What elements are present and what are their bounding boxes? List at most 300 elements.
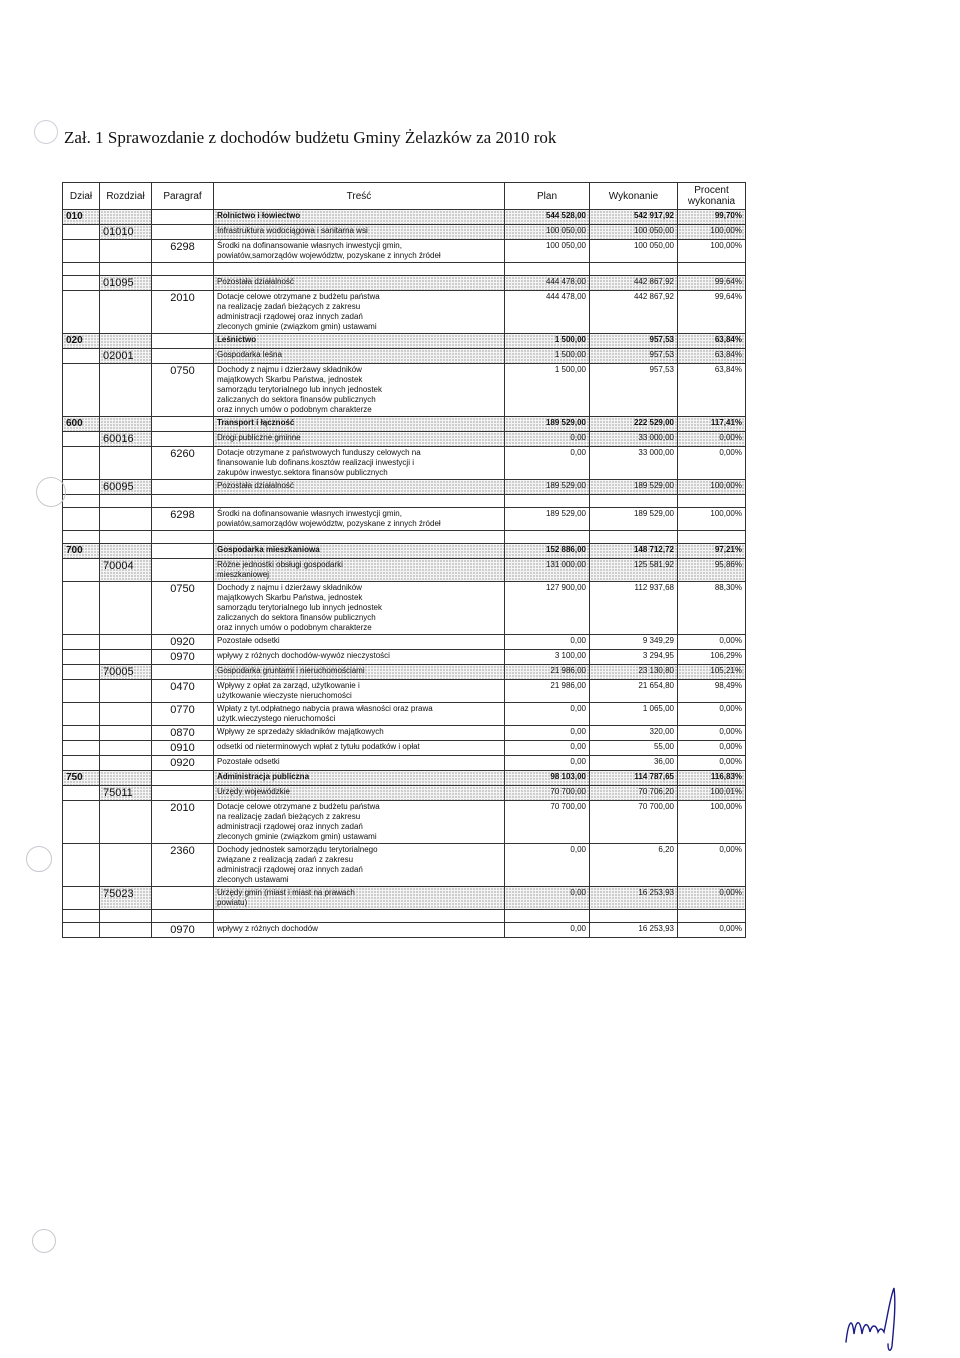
header-dzial: Dział — [63, 183, 100, 210]
paragraf-row — [63, 650, 746, 665]
tresc-line: majątkowych Skarbu Państwa, jednostek — [217, 593, 363, 602]
cell-plan: 444 478,00 — [505, 276, 590, 291]
tresc-line: Dotacje celowe otrzymane z budżetu państwa — [217, 802, 380, 811]
cell-rozdzial: 02001 — [100, 349, 152, 364]
cell-paragraf — [152, 559, 214, 582]
cell-wykonanie: 33 000,00 — [590, 447, 678, 480]
cell-dzial: 020 — [63, 334, 100, 349]
spacer-cell — [590, 910, 678, 923]
cell-procent: 98,49% — [678, 680, 746, 703]
cell-paragraf — [152, 225, 214, 240]
cell-wykonanie: 16 253,93 — [590, 887, 678, 910]
cell-paragraf: 0970 — [152, 650, 214, 665]
spacer-cell — [214, 495, 505, 508]
tresc-line: odsetki od nieterminowych wpłat z tytułu podatków i opłat — [217, 742, 420, 751]
cell-paragraf — [152, 786, 214, 801]
tresc-line: Pozostałe odsetki — [217, 636, 280, 645]
cell-plan: 21 986,00 — [505, 680, 590, 703]
cell-procent: 100,00% — [678, 508, 746, 531]
cell-paragraf: 6298 — [152, 508, 214, 531]
cell-tresc — [214, 582, 505, 635]
cell-paragraf: 0920 — [152, 635, 214, 650]
cell-wykonanie: 1 065,00 — [590, 703, 678, 726]
tresc-line: administracji rządowej oraz innych zadań — [217, 312, 363, 321]
spacer-cell — [152, 531, 214, 544]
cell-paragraf — [152, 887, 214, 910]
cell-dzial — [63, 635, 100, 650]
cell-plan: 0,00 — [505, 703, 590, 726]
tresc-line: Pozostałe odsetki — [217, 757, 280, 766]
cell-paragraf: 0920 — [152, 756, 214, 771]
cell-rozdzial — [100, 801, 152, 844]
tresc-line: Infrastruktura wodociągowa i sanitarna wsi — [217, 226, 368, 235]
spacer-cell — [505, 263, 590, 276]
cell-plan: 0,00 — [505, 741, 590, 756]
spacer-cell — [63, 531, 100, 544]
tresc-line: zleconych gminie (związkom gmin) ustawami — [217, 832, 377, 841]
cell-plan: 1 500,00 — [505, 364, 590, 417]
cell-wykonanie: 125 581,92 — [590, 559, 678, 582]
tresc-line: Gospodarka leśna — [217, 350, 282, 359]
cell-dzial: 600 — [63, 417, 100, 432]
cell-dzial — [63, 349, 100, 364]
cell-rozdzial — [100, 334, 152, 349]
dzial-row — [63, 210, 746, 225]
cell-dzial — [63, 364, 100, 417]
cell-plan: 131 000,00 — [505, 559, 590, 582]
cell-paragraf — [152, 544, 214, 559]
header-plan: Plan — [505, 183, 590, 210]
cell-wykonanie: 100 050,00 — [590, 225, 678, 240]
header-paragraf: Paragraf — [152, 183, 214, 210]
spacer-cell — [678, 531, 746, 544]
tresc-line: Dochody z najmu i dzierżawy składników — [217, 365, 362, 374]
cell-tresc — [214, 225, 505, 240]
cell-procent: 0,00% — [678, 635, 746, 650]
cell-dzial — [63, 291, 100, 334]
tresc-line: Różne jednostki obsługi gospodarki — [217, 560, 343, 569]
paragraf-row — [63, 291, 746, 334]
spacer-cell — [152, 495, 214, 508]
cell-rozdzial — [100, 703, 152, 726]
cell-paragraf: 0970 — [152, 923, 214, 938]
cell-tresc — [214, 417, 505, 432]
cell-dzial — [63, 559, 100, 582]
cell-paragraf: 0750 — [152, 582, 214, 635]
cell-paragraf: 2010 — [152, 801, 214, 844]
spacer-cell — [63, 263, 100, 276]
cell-plan: 0,00 — [505, 923, 590, 938]
rozdzial-row — [63, 225, 746, 240]
tresc-line: administracji rządowej oraz innych zadań — [217, 822, 363, 831]
cell-tresc — [214, 291, 505, 334]
rozdzial-row — [63, 432, 746, 447]
cell-dzial — [63, 923, 100, 938]
cell-procent: 116,83% — [678, 771, 746, 786]
cell-wykonanie: 189 529,00 — [590, 508, 678, 531]
cell-procent: 100,00% — [678, 480, 746, 495]
spacer-cell — [590, 263, 678, 276]
rozdzial-row — [63, 349, 746, 364]
spacer-cell — [152, 910, 214, 923]
cell-wykonanie: 3 294,95 — [590, 650, 678, 665]
cell-rozdzial — [100, 726, 152, 741]
cell-plan: 3 100,00 — [505, 650, 590, 665]
tresc-line: oraz innych umów o podobnym charakterze — [217, 405, 372, 414]
cell-wykonanie: 114 787,65 — [590, 771, 678, 786]
cell-dzial — [63, 844, 100, 887]
cell-paragraf — [152, 349, 214, 364]
spacer-cell — [505, 531, 590, 544]
cell-procent: 100,01% — [678, 786, 746, 801]
cell-wykonanie: 33 000,00 — [590, 432, 678, 447]
cell-rozdzial — [100, 364, 152, 417]
cell-rozdzial — [100, 635, 152, 650]
cell-tresc — [214, 635, 505, 650]
cell-tresc — [214, 650, 505, 665]
cell-procent: 0,00% — [678, 726, 746, 741]
cell-plan: 0,00 — [505, 635, 590, 650]
cell-dzial — [63, 703, 100, 726]
income-report-table — [62, 182, 746, 938]
cell-plan: 189 529,00 — [505, 508, 590, 531]
tresc-line: związane z realizacją zadań z zakresu — [217, 855, 354, 864]
tresc-line: Urzędy wojewódzkie — [217, 787, 290, 796]
tresc-line: Administracja publiczna — [217, 772, 310, 781]
cell-rozdzial — [100, 650, 152, 665]
spacer-cell — [63, 910, 100, 923]
cell-plan: 0,00 — [505, 447, 590, 480]
spacer-row — [63, 263, 746, 276]
tresc-line: Gospodarka gruntami i nieruchomościami — [217, 666, 365, 675]
cell-rozdzial — [100, 417, 152, 432]
cell-procent: 95,86% — [678, 559, 746, 582]
cell-tresc — [214, 786, 505, 801]
tresc-line: Środki na dofinansowanie własnych inwestycji gmin, — [217, 241, 402, 250]
spacer-cell — [505, 495, 590, 508]
cell-dzial — [63, 887, 100, 910]
spacer-cell — [63, 495, 100, 508]
tresc-line: użytk.wieczystego nieruchomości — [217, 714, 336, 723]
cell-rozdzial — [100, 771, 152, 786]
tresc-line: Dochody z najmu i dzierżawy składników — [217, 583, 362, 592]
cell-wykonanie: 957,53 — [590, 334, 678, 349]
cell-plan: 189 529,00 — [505, 417, 590, 432]
cell-tresc — [214, 680, 505, 703]
cell-dzial — [63, 801, 100, 844]
paragraf-row — [63, 240, 746, 263]
cell-tresc — [214, 480, 505, 495]
cell-dzial — [63, 786, 100, 801]
cell-dzial — [63, 276, 100, 291]
cell-tresc — [214, 447, 505, 480]
cell-procent: 88,30% — [678, 582, 746, 635]
cell-plan: 70 700,00 — [505, 786, 590, 801]
tresc-line: Wpłaty z tyt.odpłatnego nabycia prawa własności oraz prawa — [217, 704, 433, 713]
cell-paragraf: 2010 — [152, 291, 214, 334]
cell-procent: 0,00% — [678, 887, 746, 910]
cell-wykonanie: 70 706,20 — [590, 786, 678, 801]
cell-rozdzial — [100, 508, 152, 531]
cell-rozdzial: 75023 — [100, 887, 152, 910]
tresc-line: na realizację zadań bieżących z zakresu — [217, 302, 361, 311]
paragraf-row — [63, 635, 746, 650]
title-margin-mark — [34, 120, 58, 144]
tresc-line: Pozostała działalność — [217, 277, 294, 286]
cell-plan: 152 886,00 — [505, 544, 590, 559]
cell-rozdzial — [100, 582, 152, 635]
paragraf-row — [63, 703, 746, 726]
cell-dzial — [63, 447, 100, 480]
cell-procent: 105,21% — [678, 665, 746, 680]
spacer-cell — [678, 910, 746, 923]
cell-paragraf: 2360 — [152, 844, 214, 887]
cell-rozdzial: 70004 — [100, 559, 152, 582]
spacer-cell — [152, 263, 214, 276]
cell-procent: 63,84% — [678, 364, 746, 417]
tresc-line: Transport i łączność — [217, 418, 295, 427]
cell-wykonanie: 9 349,29 — [590, 635, 678, 650]
cell-paragraf: 0470 — [152, 680, 214, 703]
tresc-line: powiatów,samorządów województw, pozyskane z innych źródeł — [217, 251, 441, 260]
cell-paragraf — [152, 771, 214, 786]
spacer-cell — [214, 531, 505, 544]
tresc-line: powiatów,samorządów województw, pozyskane z innych źródeł — [217, 519, 441, 528]
cell-wykonanie: 100 050,00 — [590, 240, 678, 263]
cell-procent: 0,00% — [678, 844, 746, 887]
cell-plan: 0,00 — [505, 887, 590, 910]
cell-rozdzial: 01095 — [100, 276, 152, 291]
cell-tresc — [214, 349, 505, 364]
spacer-cell — [678, 495, 746, 508]
cell-plan: 100 050,00 — [505, 225, 590, 240]
cell-procent: 63,84% — [678, 349, 746, 364]
cell-paragraf — [152, 417, 214, 432]
cell-tresc — [214, 544, 505, 559]
tresc-line: Gospodarka mieszkaniowa — [217, 545, 320, 554]
cell-rozdzial: 60095 — [100, 480, 152, 495]
cell-tresc — [214, 887, 505, 910]
header-procent: Procent wykonania — [678, 183, 746, 210]
cell-procent: 0,00% — [678, 432, 746, 447]
cell-dzial — [63, 240, 100, 263]
dzial-row — [63, 771, 746, 786]
cell-rozdzial — [100, 680, 152, 703]
table-body — [63, 210, 746, 938]
punch-hole — [26, 846, 52, 872]
cell-wykonanie: 957,53 — [590, 364, 678, 417]
cell-plan: 189 529,00 — [505, 480, 590, 495]
cell-rozdzial — [100, 544, 152, 559]
cell-rozdzial: 70005 — [100, 665, 152, 680]
header-wykonanie: Wykonanie — [590, 183, 678, 210]
cell-tresc — [214, 210, 505, 225]
tresc-line: zaliczanych do sektora finansów publicznych — [217, 395, 376, 404]
dzial-row — [63, 544, 746, 559]
cell-wykonanie: 55,00 — [590, 741, 678, 756]
cell-tresc — [214, 771, 505, 786]
cell-rozdzial: 75011 — [100, 786, 152, 801]
paragraf-row — [63, 726, 746, 741]
tresc-line: Drogi publiczne gminne — [217, 433, 301, 442]
cell-tresc — [214, 726, 505, 741]
tresc-line: wpływy z różnych dochodów — [217, 924, 318, 933]
cell-wykonanie: 16 253,93 — [590, 923, 678, 938]
cell-procent: 99,70% — [678, 210, 746, 225]
cell-procent: 0,00% — [678, 756, 746, 771]
paragraf-row — [63, 801, 746, 844]
spacer-cell — [100, 495, 152, 508]
cell-wykonanie: 189 529,00 — [590, 480, 678, 495]
paragraf-row — [63, 364, 746, 417]
spacer-cell — [590, 495, 678, 508]
cell-rozdzial — [100, 447, 152, 480]
tresc-line: Dotacje celowe otrzymane z budżetu państwa — [217, 292, 380, 301]
tresc-line: zakupów inwestyc.sektora finansów publicznych — [217, 468, 388, 477]
rozdzial-row — [63, 559, 746, 582]
cell-wykonanie: 21 654,80 — [590, 680, 678, 703]
tresc-line: powiatu) — [217, 898, 248, 907]
tresc-line: na realizację zadań bieżących z zakresu — [217, 812, 361, 821]
cell-paragraf: 0870 — [152, 726, 214, 741]
cell-procent: 99,64% — [678, 291, 746, 334]
tresc-line: Dochody jednostek samorządu terytorialnego — [217, 845, 378, 854]
cell-wykonanie: 148 712,72 — [590, 544, 678, 559]
cell-procent: 63,84% — [678, 334, 746, 349]
paragraf-row — [63, 447, 746, 480]
tresc-line: Wpływy ze sprzedaży składników majątkowych — [217, 727, 384, 736]
spacer-cell — [590, 531, 678, 544]
cell-procent: 0,00% — [678, 741, 746, 756]
rozdzial-row — [63, 786, 746, 801]
cell-procent: 100,00% — [678, 801, 746, 844]
page-title: Zał. 1 Sprawozdanie z dochodów budżetu Gminy Żelazków za 2010 rok — [64, 128, 557, 147]
cell-wykonanie: 70 700,00 — [590, 801, 678, 844]
spacer-row — [63, 531, 746, 544]
cell-paragraf — [152, 665, 214, 680]
cell-plan: 0,00 — [505, 726, 590, 741]
cell-tresc — [214, 432, 505, 447]
cell-wykonanie: 6,20 — [590, 844, 678, 887]
tresc-line: zaliczanych do sektora finansów publicznych — [217, 613, 376, 622]
cell-paragraf — [152, 480, 214, 495]
cell-wykonanie: 222 529,00 — [590, 417, 678, 432]
cell-plan: 100 050,00 — [505, 240, 590, 263]
rozdzial-row — [63, 276, 746, 291]
cell-rozdzial — [100, 210, 152, 225]
tresc-line: wpływy z różnych dochodów-wywóz nieczystości — [217, 651, 390, 660]
signature-image — [838, 1284, 908, 1354]
paragraf-row — [63, 923, 746, 938]
cell-paragraf: 0750 — [152, 364, 214, 417]
cell-rozdzial — [100, 756, 152, 771]
spacer-row — [63, 910, 746, 923]
cell-wykonanie: 23 130,80 — [590, 665, 678, 680]
cell-rozdzial: 01010 — [100, 225, 152, 240]
cell-rozdzial — [100, 844, 152, 887]
cell-paragraf: 6298 — [152, 240, 214, 263]
cell-wykonanie: 957,53 — [590, 349, 678, 364]
cell-wykonanie: 542 917,92 — [590, 210, 678, 225]
header-rozdzial: Rozdział — [100, 183, 152, 210]
cell-dzial — [63, 225, 100, 240]
paragraf-row — [63, 741, 746, 756]
cell-wykonanie: 442 867,92 — [590, 276, 678, 291]
cell-tresc — [214, 801, 505, 844]
cell-tresc — [214, 665, 505, 680]
cell-plan: 0,00 — [505, 432, 590, 447]
spacer-cell — [505, 910, 590, 923]
cell-plan: 544 528,00 — [505, 210, 590, 225]
cell-wykonanie: 36,00 — [590, 756, 678, 771]
paragraf-row — [63, 582, 746, 635]
cell-procent: 117,41% — [678, 417, 746, 432]
cell-plan: 0,00 — [505, 756, 590, 771]
cell-rozdzial — [100, 741, 152, 756]
rozdzial-row — [63, 665, 746, 680]
cell-paragraf: 6260 — [152, 447, 214, 480]
cell-dzial — [63, 650, 100, 665]
cell-dzial — [63, 432, 100, 447]
cell-tresc — [214, 276, 505, 291]
cell-plan: 1 500,00 — [505, 334, 590, 349]
cell-dzial — [63, 480, 100, 495]
cell-tresc — [214, 334, 505, 349]
paragraf-row — [63, 756, 746, 771]
cell-plan: 127 900,00 — [505, 582, 590, 635]
cell-rozdzial: 60016 — [100, 432, 152, 447]
cell-paragraf — [152, 276, 214, 291]
tresc-line: Rolnictwo i łowiectwo — [217, 211, 301, 220]
cell-tresc — [214, 559, 505, 582]
cell-procent: 100,00% — [678, 225, 746, 240]
cell-paragraf: 0910 — [152, 741, 214, 756]
cell-plan: 98 103,00 — [505, 771, 590, 786]
cell-tresc — [214, 508, 505, 531]
spacer-cell — [100, 910, 152, 923]
cell-dzial — [63, 582, 100, 635]
cell-wykonanie: 442 867,92 — [590, 291, 678, 334]
cell-plan: 21 986,00 — [505, 665, 590, 680]
cell-dzial — [63, 665, 100, 680]
cell-paragraf — [152, 210, 214, 225]
punch-hole — [36, 477, 66, 507]
spacer-row — [63, 495, 746, 508]
cell-paragraf — [152, 334, 214, 349]
cell-wykonanie: 320,00 — [590, 726, 678, 741]
dzial-row — [63, 334, 746, 349]
cell-plan: 1 500,00 — [505, 349, 590, 364]
dzial-row — [63, 417, 746, 432]
tresc-line: zleconych gminie (związkom gmin) ustawami — [217, 322, 377, 331]
tresc-line: Dotacje otrzymane z państwowych funduszy celowych na — [217, 448, 421, 457]
cell-rozdzial — [100, 240, 152, 263]
cell-tresc — [214, 364, 505, 417]
tresc-line: Środki na dofinansowanie własnych inwestycji gmin, — [217, 509, 402, 518]
cell-procent: 0,00% — [678, 447, 746, 480]
tresc-line: finansowanie lub dofinans.kosztów realizacji inwestycji i — [217, 458, 414, 467]
cell-tresc — [214, 756, 505, 771]
cell-plan: 0,00 — [505, 844, 590, 887]
tresc-line: zleconych ustawami — [217, 875, 289, 884]
rozdzial-row — [63, 480, 746, 495]
tresc-line: Wpływy z opłat za zarząd, użytkowanie i — [217, 681, 360, 690]
cell-dzial — [63, 741, 100, 756]
cell-procent: 97,21% — [678, 544, 746, 559]
tresc-line: oraz innych umów o podobnym charakterze — [217, 623, 372, 632]
punch-hole — [32, 1229, 56, 1253]
cell-tresc — [214, 240, 505, 263]
